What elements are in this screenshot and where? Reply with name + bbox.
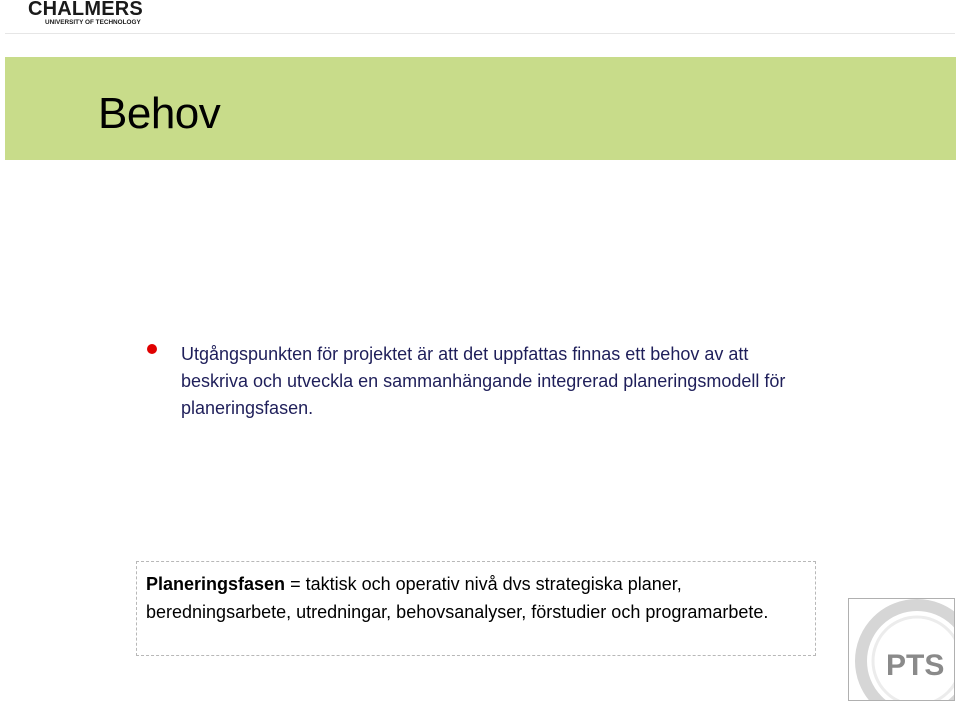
- header-divider: [5, 33, 955, 34]
- bullet-text: Utgångspunkten för projektet är att det uppfattas finnas ett behov av att beskriva och utveckla en sammanhängande integrerad planeringsmodell för planeringsfasen.: [181, 344, 786, 418]
- pts-logo-text: PTS: [886, 649, 945, 682]
- chalmers-logo: [28, 0, 168, 30]
- logo-name: CHALMERS: [28, 0, 143, 20]
- definition-box: [136, 561, 816, 656]
- pts-logo-graphic: [849, 599, 955, 701]
- logo-subtitle: UNIVERSITY OF TECHNOLOGY: [45, 19, 141, 26]
- definition-term: Planeringsfasen: [146, 574, 286, 594]
- slide-title: Behov: [98, 89, 221, 138]
- bullet-marker: [147, 344, 157, 354]
- definition-body: = taktisk och operativ nivå dvs strategiska planer, beredningsarbete, utredningar, behovsanalyser, förstudier och programarbete.: [146, 574, 769, 622]
- definition-text: [146, 570, 806, 626]
- pts-logo: [848, 598, 955, 701]
